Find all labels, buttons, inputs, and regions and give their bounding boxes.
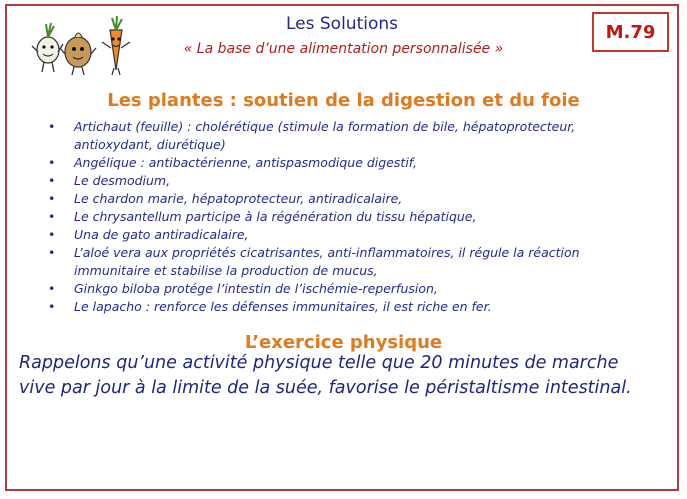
list-item: • Artichaut (feuille) : cholérétique (stimule la formation de bile, hépatoprotecteur, antioxydant, diurétique) xyxy=(48,119,576,152)
bullet-icon: • xyxy=(48,209,56,224)
list-item: • Le chardon marie, hépatoprotecteur, antiradicalaire, xyxy=(48,191,403,206)
bullet-icon: • xyxy=(48,173,56,188)
bullet-icon: • xyxy=(48,245,56,260)
list-item: • Una de gato antiradicalaire, xyxy=(48,227,249,242)
list-item: • Le chrysantellum participe à la régénération du tissu hépatique, xyxy=(48,209,477,224)
bullet-icon: • xyxy=(48,227,56,242)
exercise-text: Rappelons qu’une activité physique telle que 20 minutes de marche vive par jour à la limite de la suée, favorise le péristaltisme intestinal. xyxy=(19,353,632,398)
plants-section-title: Les plantes : soutien de la digestion et du foie xyxy=(107,90,580,111)
list-item: • Le desmodium, xyxy=(48,173,171,188)
list-item: • L’aloé vera aux propriétés cicatrisantes, anti-inflammatoires, il régule la réaction immunitaire et stabilise la production de mucus, xyxy=(48,245,580,278)
bullet-icon: • xyxy=(48,299,56,314)
list-item: • Ginkgo biloba protége l’intestin de l’ischémie-reperfusion, xyxy=(48,281,438,296)
page-subtitle: « La base d’une alimentation personnalisée » xyxy=(183,41,504,57)
bullet-icon: • xyxy=(48,155,56,170)
exercise-section-title: L’exercice physique xyxy=(244,332,443,353)
bullet-icon: • xyxy=(48,119,56,134)
list-item: • Angélique : antibactérienne, antispasmodique digestif, xyxy=(48,155,417,170)
page-title: Les Solutions xyxy=(285,14,398,34)
plant-list xyxy=(36,118,656,316)
bullet-icon: • xyxy=(48,281,56,296)
bullet-icon: • xyxy=(48,191,56,206)
document-code-badge: M.79 xyxy=(592,12,669,52)
list-item: • Le lapacho : renforce les défenses immunitaires, il est riche en fer. xyxy=(48,299,492,314)
